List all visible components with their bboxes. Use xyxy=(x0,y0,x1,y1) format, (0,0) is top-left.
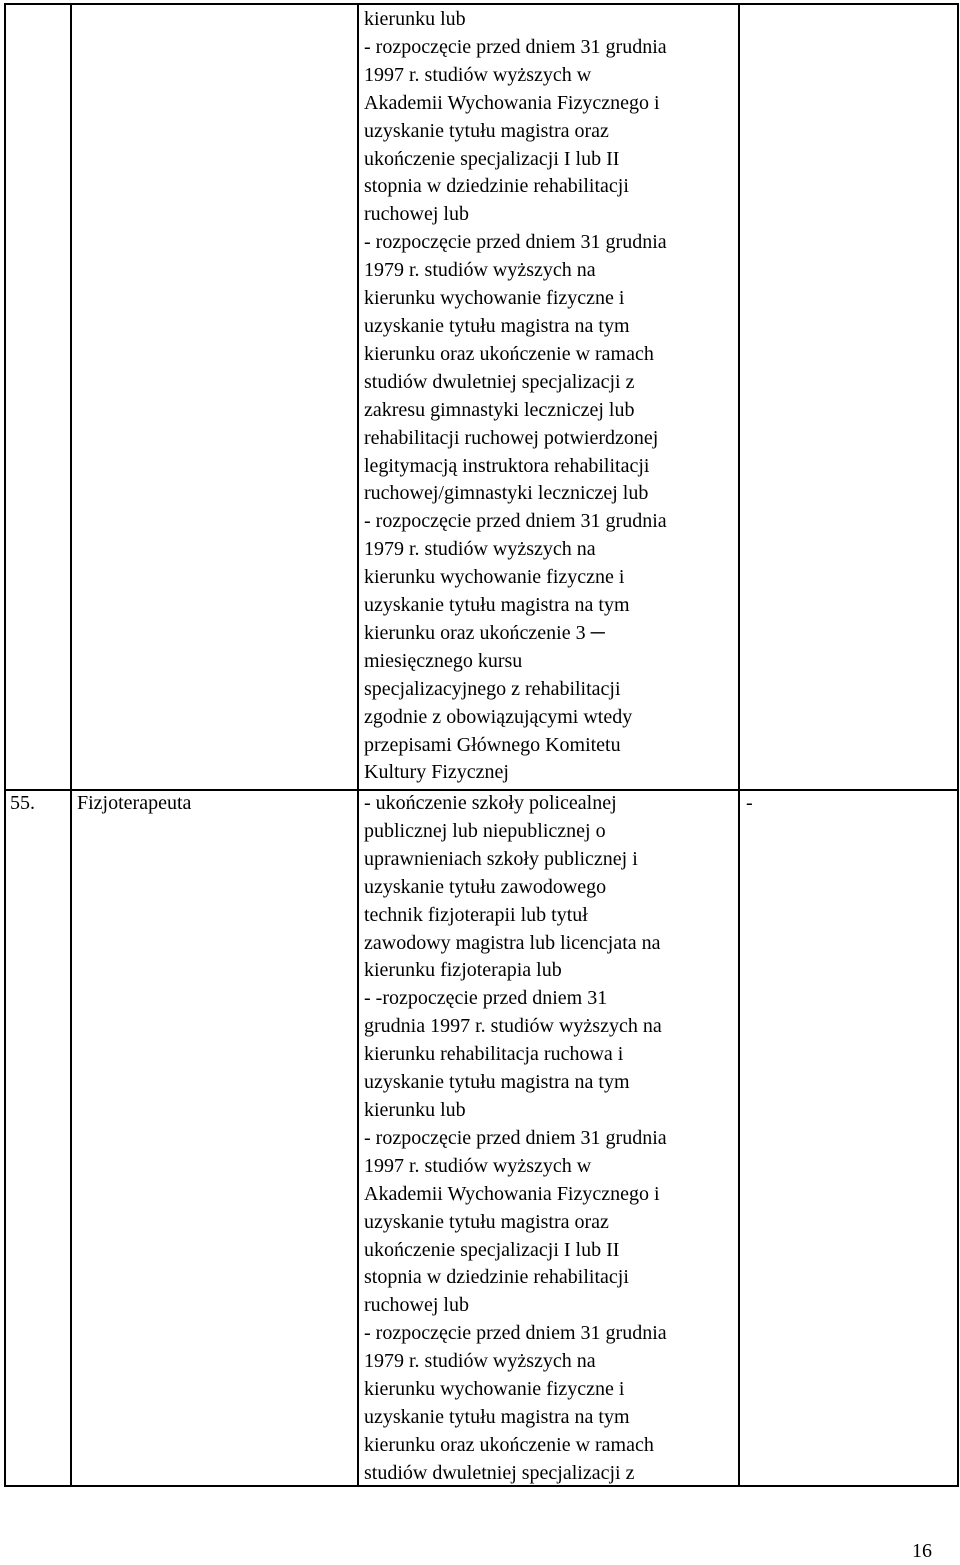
text-line: ruchowej/gimnastyki leczniczej lub xyxy=(364,482,649,505)
text-line: ukończenie specjalizacji I lub II xyxy=(364,147,620,170)
top-row-qualifications xyxy=(364,6,667,787)
text-line: ruchowej lub xyxy=(364,203,469,226)
text-line: 1997 r. studiów wyższych w xyxy=(364,1154,592,1177)
text-line: specjalizacyjnego z rehabilitacji xyxy=(364,677,621,700)
text-line: 1979 r. studiów wyższych na xyxy=(364,538,596,561)
text-line: legitymacją instruktora rehabilitacji xyxy=(364,454,650,477)
text-line: - rozpoczęcie przed dniem 31 grudnia xyxy=(364,231,667,254)
text-line: technik fizjoterapii lub tytuł xyxy=(364,903,588,926)
text-line: uzyskanie tytułu magistra na tym xyxy=(364,594,630,617)
text-line: zakresu gimnastyki leczniczej lub xyxy=(364,398,635,421)
text-line: uzyskanie tytułu zawodowego xyxy=(364,875,607,898)
text-line: rehabilitacji ruchowej potwierdzonej xyxy=(364,426,659,449)
text-line: Akademii Wychowania Fizycznego i xyxy=(364,91,660,114)
text-line: Kultury Fizycznej xyxy=(364,761,509,784)
text-line: - rozpoczęcie przed dniem 31 grudnia xyxy=(364,1322,667,1345)
text-line: uzyskanie tytułu magistra na tym xyxy=(364,1071,630,1094)
text-line: 1979 r. studiów wyższych na xyxy=(364,259,596,282)
text-line: studiów dwuletniej specjalizacji z xyxy=(364,370,635,393)
text-line: 1997 r. studiów wyższych w xyxy=(364,63,592,86)
text-line: przepisami Głównego Komitetu xyxy=(364,733,621,756)
text-line: publicznej lub niepublicznej o xyxy=(364,819,606,842)
text-line: - rozpoczęcie przed dniem 31 grudnia xyxy=(364,35,667,58)
text-line: miesięcznego kursu xyxy=(364,649,523,672)
text-line: 1979 r. studiów wyższych na xyxy=(364,1350,596,1373)
qualifications-table xyxy=(4,3,959,1487)
text-line: ruchowej lub xyxy=(364,1294,469,1317)
row-number: 55. xyxy=(10,792,35,814)
page-number: 16 xyxy=(912,1540,932,1562)
text-line: uprawnieniach szkoły publicznej i xyxy=(364,847,638,870)
column-divider xyxy=(357,5,359,1485)
text-line: kierunku wychowanie fizyczne i xyxy=(364,566,625,589)
text-line: - ukończenie szkoły policealnej xyxy=(364,792,617,814)
text-line: kierunku oraz ukończenie 3 ─ xyxy=(364,621,605,644)
text-line: studiów dwuletniej specjalizacji z xyxy=(364,1461,635,1484)
row-55-qualifications xyxy=(364,790,667,1488)
text-line: uzyskanie tytułu magistra oraz xyxy=(364,1210,609,1233)
position-name: Fizjoterapeuta xyxy=(77,792,192,814)
text-line: stopnia w dziedzinie rehabilitacji xyxy=(364,175,629,198)
text-line: uzyskanie tytułu magistra oraz xyxy=(364,119,609,142)
text-line: uzyskanie tytułu magistra na tym xyxy=(364,314,630,337)
experience-value: - xyxy=(746,792,753,814)
text-line: kierunku lub xyxy=(364,8,466,30)
text-line: kierunku rehabilitacja ruchowa i xyxy=(364,1043,624,1066)
text-line: zawodowy magistra lub licencjata na xyxy=(364,931,661,954)
text-line: uzyskanie tytułu magistra na tym xyxy=(364,1405,630,1428)
text-line: kierunku fizjoterapia lub xyxy=(364,959,562,982)
text-line: kierunku oraz ukończenie w ramach xyxy=(364,342,654,365)
text-line: Akademii Wychowania Fizycznego i xyxy=(364,1182,660,1205)
text-line: ukończenie specjalizacji I lub II xyxy=(364,1238,620,1261)
text-line: kierunku lub xyxy=(364,1098,466,1121)
column-divider xyxy=(738,5,740,1485)
text-line: kierunku oraz ukończenie w ramach xyxy=(364,1433,654,1456)
text-line: grudnia 1997 r. studiów wyższych na xyxy=(364,1015,662,1038)
text-line: - rozpoczęcie przed dniem 31 grudnia xyxy=(364,1126,667,1149)
text-line: zgodnie z obowiązującymi wtedy xyxy=(364,705,633,728)
text-line: - -rozpoczęcie przed dniem 31 xyxy=(364,987,608,1010)
text-line: kierunku wychowanie fizyczne i xyxy=(364,287,625,310)
text-line: kierunku wychowanie fizyczne i xyxy=(364,1378,625,1401)
column-divider xyxy=(70,5,72,1485)
text-line: stopnia w dziedzinie rehabilitacji xyxy=(364,1266,629,1289)
text-line: - rozpoczęcie przed dniem 31 grudnia xyxy=(364,510,667,533)
